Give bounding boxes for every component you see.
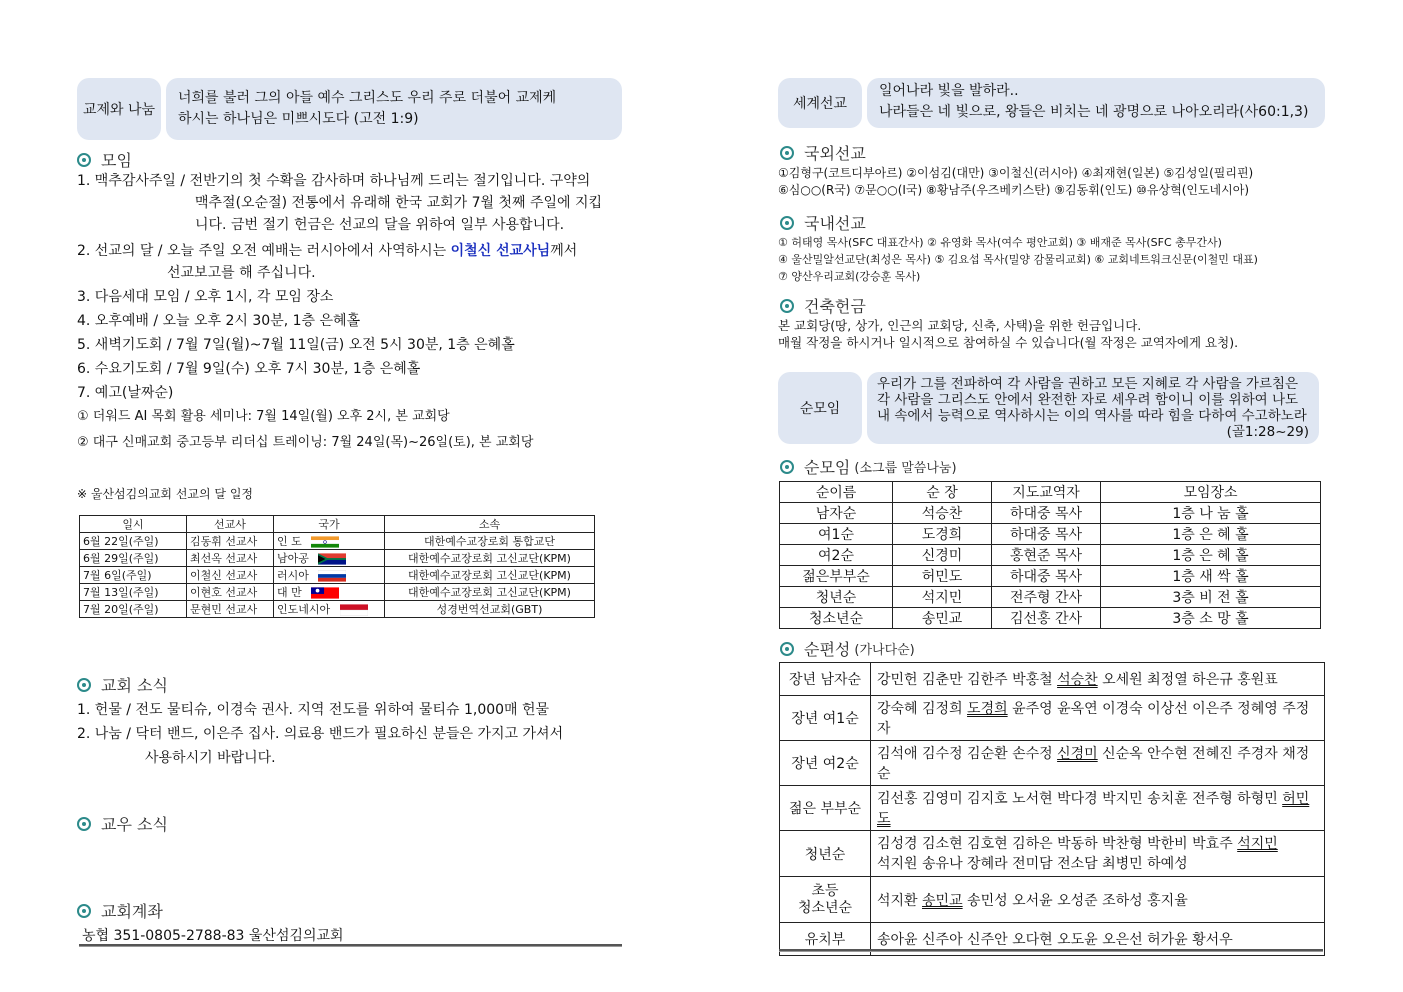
indonesia-flag-icon	[340, 604, 368, 616]
overseas-heading: 국외선교	[780, 141, 866, 164]
india-flag-icon	[311, 536, 339, 548]
table-row	[780, 566, 1321, 587]
list-item: 4. 오후예배 / 오늘 오후 2시 30분, 1층 은혜홀	[77, 313, 361, 329]
cell: 홍현준 목사	[992, 545, 1101, 566]
list-item: ① 허태영 목사(SFC 대표간사) ② 유영화 목사(여수 평안교회) ③ 배재준 목사(SFC 총무간사)	[778, 236, 1222, 249]
member-news-heading: 교우 소식	[77, 812, 168, 835]
list-item: 사용하시기 바랍니다.	[145, 750, 276, 766]
cell: 전주형 간사	[992, 587, 1101, 608]
verse-line: 나라들은 네 빛으로, 왕들은 비치는 네 광명으로 나아오리라(사60:1,3)	[879, 104, 1309, 120]
leader-name: 송민교	[922, 892, 963, 909]
account-text: 농협 351-0805-2788-83 울산섬김의교회	[82, 928, 344, 944]
list-item: ①김형구(코트디부아르) ②이섬김(대만) ③이철신(러시아) ④최재현(일본) ⑤김성일(필리핀)	[778, 166, 1254, 180]
cell-org-heading: 순편성 (가나다순)	[780, 637, 915, 660]
table-row	[780, 831, 1325, 877]
cell: 허민도	[893, 566, 992, 587]
list-item: ① 더워드 AI 목회 활용 세미나: 7월 14일(월) 오후 2시, 본 교회당	[77, 409, 450, 424]
bullet-icon	[780, 216, 794, 230]
leader-name: 도경희	[967, 701, 1008, 717]
meetings-heading: 모임	[77, 148, 132, 171]
table-row	[80, 533, 595, 550]
list-item: ⑥심○○(R국) ⑦문○○(I국) ⑧황남주(우즈베키스탄) ⑨김동휘(인도) ⑩유상혁(인도네시아)	[778, 183, 1250, 197]
cell: 인도네시아	[274, 601, 385, 618]
cell: 하대중 목사	[992, 503, 1101, 524]
cell: 신경미	[893, 545, 992, 566]
cell-org-table	[779, 662, 1325, 956]
bullet-icon	[780, 299, 794, 313]
members-cell: 김선홍 김영미 김지호 노서현 박다경 박지민 송치훈 전주형 하형민 허민도	[871, 786, 1325, 831]
verse-line: 우리가 그를 전파하여 각 사람을 권하고 모든 지혜로 각 사람을 가르침은	[877, 376, 1299, 392]
members-cell: 김성경 김소현 김호현 김하은 박동하 박찬형 박한비 박효주 석지민 석지원 송유나 장혜라 전미담 전소담 최병민 하예성	[871, 831, 1325, 877]
table-row	[780, 545, 1321, 566]
row-label: 장년 여1순	[780, 696, 871, 741]
table-row	[780, 608, 1321, 629]
bullet-icon	[77, 153, 91, 167]
list-item: ⑦ 양산우리교회(강승훈 목사)	[778, 270, 921, 283]
building-text	[778, 317, 1238, 351]
table-row	[80, 584, 595, 601]
cell: 도경희	[893, 524, 992, 545]
table-row	[780, 741, 1325, 786]
header-cell: 지도교역자	[992, 482, 1101, 503]
cell: 석승찬	[893, 503, 992, 524]
cell: 이철신 선교사	[187, 567, 274, 584]
verse-ref: (골1:28~29)	[1226, 424, 1309, 440]
cell: 1층 은 혜 홀	[1101, 545, 1321, 566]
cell: 1층 새 싹 홀	[1101, 566, 1321, 587]
row-label: 유치부	[780, 923, 871, 956]
list-item: 선교보고를 해 주십니다.	[167, 265, 316, 281]
list-item: 3. 다음세대 모임 / 오후 1시, 각 모임 장소	[77, 289, 334, 305]
table-row	[780, 696, 1325, 741]
cell: 하대중 목사	[992, 566, 1101, 587]
text-line: 본 교회당(땅, 상가, 인근의 교회당, 신축, 사택)을 위한 헌금입니다.	[778, 318, 1142, 333]
cell: 김동휘 선교사	[187, 533, 274, 550]
bullet-icon	[77, 817, 91, 831]
header-cell: 순 장	[893, 482, 992, 503]
cell: 러시아	[274, 567, 385, 584]
cell: 7월 6일(주일)	[80, 567, 187, 584]
verse-line: 내 속에서 능력으로 역사하시는 이의 역사를 따라 힘을 다하여 수고하노라	[877, 408, 1307, 424]
divider	[779, 949, 1323, 952]
members-cell: 강숙혜 김정희 도경희 윤주영 윤옥연 이경숙 이상선 이은주 정혜영 주정자	[871, 696, 1325, 741]
table-row	[780, 503, 1321, 524]
world-mission-verse	[867, 78, 1325, 128]
list-item: 6. 수요기도회 / 7월 9일(수) 오후 7시 30분, 1층 은혜홀	[77, 361, 421, 377]
list-item: 2. 나눔 / 닥터 밴드, 이은주 집사. 의료용 밴드가 필요하신 분들은 가지고 가셔서	[77, 726, 564, 742]
south-africa-flag-icon	[318, 553, 346, 565]
text-line: 매월 작정을 하시거나 일시적으로 참여하실 수 있습니다(월 작정은 교역자에게 요청).	[778, 335, 1239, 350]
cell: 대한예수교장로회 고신교단(KPM)	[385, 550, 595, 567]
cell: 대한예수교장로회 통합교단	[385, 533, 595, 550]
cell: 7월 20일(주일)	[80, 601, 187, 618]
cell: 김선홍 간사	[992, 608, 1101, 629]
table-header	[80, 516, 595, 533]
bullet-icon	[780, 146, 794, 160]
members-cell: 석지환 송민교 송민성 오서윤 오성준 조하성 홍지율	[871, 877, 1325, 923]
meetings-list	[77, 170, 627, 454]
table-row	[780, 786, 1325, 831]
church-news-heading: 교회 소식	[77, 673, 168, 696]
cell: 하대중 목사	[992, 524, 1101, 545]
leader-name: 석승찬	[1057, 672, 1098, 688]
table-row	[780, 587, 1321, 608]
row-label: 장년 여2순	[780, 741, 871, 786]
cell: 6월 22일(주일)	[80, 533, 187, 550]
header-cell: 소속	[385, 516, 595, 533]
bullet-icon	[77, 678, 91, 692]
cell: 3층 비 전 홀	[1101, 587, 1321, 608]
cell: 대 만	[274, 584, 385, 601]
list-item: 맥추절(오순절) 전통에서 유래해 한국 교회가 7월 첫째 주일에 지킵	[195, 195, 603, 211]
list-item: 2. 선교의 달 / 오늘 주일 오전 예배는 러시아에서 사역하시는 이철신 선교사님께서	[77, 243, 578, 259]
cell: 대한예수교장로회 고신교단(KPM)	[385, 584, 595, 601]
leader-name: 허민도	[877, 791, 1310, 827]
taiwan-flag-icon	[311, 587, 339, 599]
verse-line: 너희를 불러 그의 아들 예수 그리스도 우리 주로 더불어 교제케	[178, 90, 557, 106]
header-cell: 모임장소	[1101, 482, 1321, 503]
cell: 최선옥 선교사	[187, 550, 274, 567]
table-row	[780, 877, 1325, 923]
row-label: 젊은 부부순	[780, 786, 871, 831]
account-heading: 교회계좌	[77, 899, 163, 922]
cell: 이현호 선교사	[187, 584, 274, 601]
cell: 인 도	[274, 533, 385, 550]
table-row	[80, 550, 595, 567]
overseas-list	[778, 165, 1253, 199]
cell: 남자순	[780, 503, 893, 524]
cell: 문현민 선교사	[187, 601, 274, 618]
cell-meetings-heading: 순모임 (소그룹 말씀나눔)	[780, 455, 957, 478]
highlight-name: 이철신 선교사님	[450, 243, 551, 259]
church-news-list	[77, 699, 563, 769]
cell: 청소년순	[780, 608, 893, 629]
bullet-icon	[780, 642, 794, 656]
cell-tag: 순모임	[778, 372, 862, 444]
table-row	[80, 601, 595, 618]
domestic-heading: 국내선교	[780, 211, 866, 234]
mission-schedule-table	[79, 515, 595, 618]
cell-meetings-table	[779, 481, 1321, 629]
cell-verse	[867, 372, 1319, 444]
table-row	[780, 663, 1325, 696]
cell: 남아공	[274, 550, 385, 567]
list-item: 니다. 금번 절기 헌금은 선교의 달을 위하여 일부 사용합니다.	[195, 217, 565, 233]
verse-line: 각 사람을 그리스도 안에서 완전한 자로 세우려 함이니 이를 위하여 나도	[877, 392, 1299, 408]
members-cell: 강민헌 김춘만 김한주 박홍철 석승찬 오세원 최정열 하은규 홍원표	[871, 663, 1325, 696]
mission-note: ※ 울산섬김의교회 선교의 달 일정	[77, 487, 254, 501]
building-heading: 건축헌금	[780, 294, 866, 317]
bullet-icon	[77, 904, 91, 918]
verse-line: 하시는 하나님은 미쁘시도다 (고전 1:9)	[178, 111, 419, 127]
table-header	[780, 482, 1321, 503]
cell: 6월 29일(주일)	[80, 550, 187, 567]
header-cell: 순이름	[780, 482, 893, 503]
list-item: 7. 예고(날짜순)	[77, 385, 174, 401]
list-item: 1. 헌물 / 전도 물티슈, 이경숙 권사. 지역 전도를 위하여 물티슈 1,000매 헌물	[77, 702, 550, 718]
cell: 여2순	[780, 545, 893, 566]
cell: 3층 소 망 홀	[1101, 608, 1321, 629]
header-cell: 국가	[274, 516, 385, 533]
cell: 청년순	[780, 587, 893, 608]
cell: 7월 13일(주일)	[80, 584, 187, 601]
row-label: 청년순	[780, 831, 871, 877]
russia-flag-icon	[318, 570, 346, 582]
cell: 대한예수교장로회 고신교단(KPM)	[385, 567, 595, 584]
cell: 젊은부부순	[780, 566, 893, 587]
list-item: 1. 맥추감사주일 / 전반기의 첫 수확을 감사하며 하나님께 드리는 절기입니다. 구약의	[77, 173, 591, 189]
members-cell: 송아윤 신주아 신주안 오다현 오도윤 오은선 허가윤 황서우	[871, 923, 1325, 956]
row-label: 초등 청소년순	[780, 877, 871, 923]
cell: 송민교	[893, 608, 992, 629]
cell: 석지민	[893, 587, 992, 608]
domestic-list	[778, 234, 1258, 285]
list-item: ④ 울산밀알선교단(최성은 목사) ⑤ 김요섭 목사(밀양 감물리교회) ⑥ 교회네트워크신문(이철민 대표)	[778, 253, 1258, 266]
list-item: ② 대구 신매교회 중고등부 리더십 트레이닝: 7월 24일(목)~26일(토), 본 교회당	[77, 435, 534, 450]
header-cell: 일시	[80, 516, 187, 533]
cell: 여1순	[780, 524, 893, 545]
world-mission-tag: 세계선교	[778, 78, 862, 128]
divider	[79, 944, 622, 947]
cell: 1층 은 혜 홀	[1101, 524, 1321, 545]
cell: 1층 나 눔 홀	[1101, 503, 1321, 524]
header-cell: 선교사	[187, 516, 274, 533]
list-item: 5. 새벽기도회 / 7월 7일(월)~7월 11일(금) 오전 5시 30분, 1층 은혜홀	[77, 337, 515, 353]
leader-name: 신경미	[1057, 746, 1098, 762]
members-cell: 김석애 김수정 김순환 손수정 신경미 신순옥 안수현 전혜진 주경자 채정순	[871, 741, 1325, 786]
verse-line: 일어나라 빛을 발하라..	[879, 83, 1019, 99]
cell: 성경번역선교회(GBT)	[385, 601, 595, 618]
fellowship-verse	[166, 78, 622, 140]
bullet-icon	[780, 460, 794, 474]
leader-name: 석지민	[1237, 835, 1278, 852]
table-row	[780, 524, 1321, 545]
row-label: 장년 남자순	[780, 663, 871, 696]
fellowship-tag: 교제와 나눔	[77, 78, 161, 140]
table-row	[80, 567, 595, 584]
